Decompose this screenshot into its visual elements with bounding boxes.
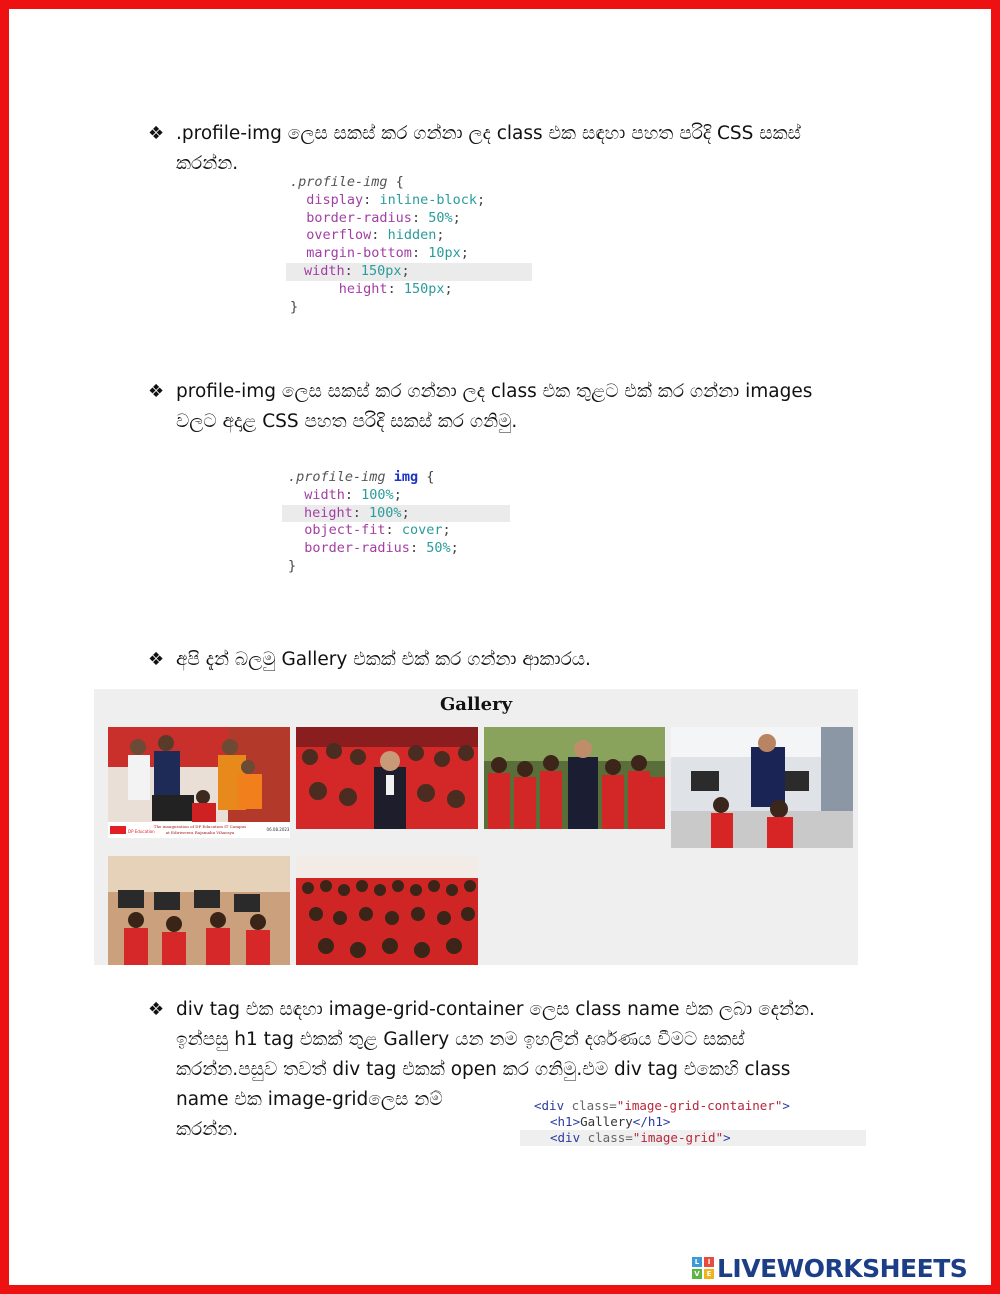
css-prop: overflow [306,227,372,244]
css-val: 150px [360,262,402,279]
gallery-preview [94,689,858,965]
html-tag: > [723,1130,731,1145]
liveworksheets-mark-icon [692,1257,714,1279]
css-val: 150px [403,280,445,297]
css-val: 10px [428,245,461,262]
html-tag: </h1> [632,1114,671,1129]
bullet-profile-img-images [148,377,812,437]
logo-text: LIVEWORKSHEETS [717,1253,968,1283]
bullet-text-line: වලට අදාළ CSS පහත පරිදි සකස් කර ගනිමු. [176,411,518,432]
css-selector: .profile-img [288,469,386,485]
html-string: "image-grid-container" [616,1098,783,1113]
bullet-star-icon: ❖ [148,649,165,670]
gallery-photo-classroom [108,856,290,965]
css-prop: border-radius [304,540,410,557]
css-val: hidden [387,227,437,244]
bullet-text-line: කරන්න.පසුව තවත් div tag එකක් open කර ගනිමු.එම div tag එකෙහි class [176,1059,791,1080]
bullet-text-line: profile-img ලෙස සකස් කර ගන්නා ලද class එක තුළට එක් කර ගන්නා images [176,381,813,402]
css-selector: .profile-img [290,174,388,190]
photo-icon [296,856,478,965]
css-prop: display [306,191,364,208]
bullet-text-line: අපි දැන් බලමු Gallery එකක් එක් කර ගන්නා ආකාරය. [176,649,591,670]
html-text: Gallery [580,1114,633,1129]
logo-mark-letter: I [704,1257,714,1267]
liveworksheets-logo [692,1253,967,1283]
photo-icon [108,727,290,838]
css-prop: height [338,280,388,297]
html-tag: <div [550,1130,581,1145]
css-brace: { [387,174,404,190]
css-brace: { [418,469,435,485]
css-code-profile-img: .profile-img { display: inline-block; border-radius: 50%; overflow: hidden; margin-bottom: 10px; width: 150px; height: 150px; } [290,174,532,316]
photo-caption: The inauguration of DP Education IT Campus [153,824,247,829]
gallery-photo-computer-lab [671,727,853,848]
bullet-star-icon: ❖ [148,999,165,1020]
css-val: 50% [428,209,453,226]
bullet-gallery [148,645,591,675]
css-brace: } [288,557,297,574]
css-prop: border-radius [306,209,412,226]
css-val: 100% [361,486,394,503]
bullet-text-line: name එක image-gridලෙස නම් [176,1089,443,1110]
css-element: img [393,469,419,485]
gallery-photo-students-walk [484,727,665,829]
css-prop: margin-bottom [306,245,412,262]
css-val: inline-block [379,191,477,208]
gallery-photo-inauguration [108,727,290,838]
bullet-profile-img-css [148,119,801,179]
bullet-star-icon: ❖ [148,381,165,402]
css-code-profile-img-img: .profile-img img { width: 100%; height: 100%; object-fit: cover; border-radius: 50%; } [288,469,510,576]
gallery-title: Gallery [439,694,513,715]
logo-mark-letter: V [692,1269,702,1279]
photo-date: 06.08.2023 [266,827,290,832]
photo-icon [671,727,853,848]
bullet-text-line: div tag එක සඳහා image-grid-container ලෙස class name එක ලබා දෙන්න. [176,999,815,1020]
html-attr: class= [564,1098,617,1113]
gallery-photo-auditorium [296,856,478,965]
photo-logo-text: DP Education [128,829,155,834]
html-attr: class= [580,1130,633,1145]
css-prop: width [304,486,345,503]
photo-icon [296,727,478,829]
logo-mark-letter: L [692,1257,702,1267]
bullet-star-icon: ❖ [148,123,165,144]
css-prop: height [304,504,353,521]
photo-icon [108,856,290,965]
html-tag: <div [534,1098,565,1113]
bullet-text-line: කරන්න. [176,1119,239,1140]
css-val: 100% [369,504,402,521]
logo-mark-letter: E [704,1269,714,1279]
bullet-text-line: කරන්න. [176,153,239,174]
html-string: "image-grid" [632,1130,724,1145]
css-val: 50% [426,540,451,557]
html-tag: > [782,1098,790,1113]
css-prop: object-fit [304,522,386,539]
photo-icon [484,727,665,829]
bullet-text-line: ඉන්පසු h1 tag එකක් තුළ Gallery යන නම ඉහලින් දර්ශණය වීමට සකස් [176,1029,745,1050]
css-prop: width [304,262,345,279]
bullet-text-line: .profile-img ලෙස සකස් කර ගන්නා ලද class එක සඳහා පහත පරිදි CSS සකස් [176,123,801,144]
html-tag: <h1> [550,1114,581,1129]
photo-caption: at Ediriweera Rajamaha Viharaya [165,830,235,835]
gallery-photo-students-group [296,727,478,829]
html-code-snippet [520,1098,866,1146]
css-brace: } [290,298,299,315]
css-val: cover [401,522,443,539]
